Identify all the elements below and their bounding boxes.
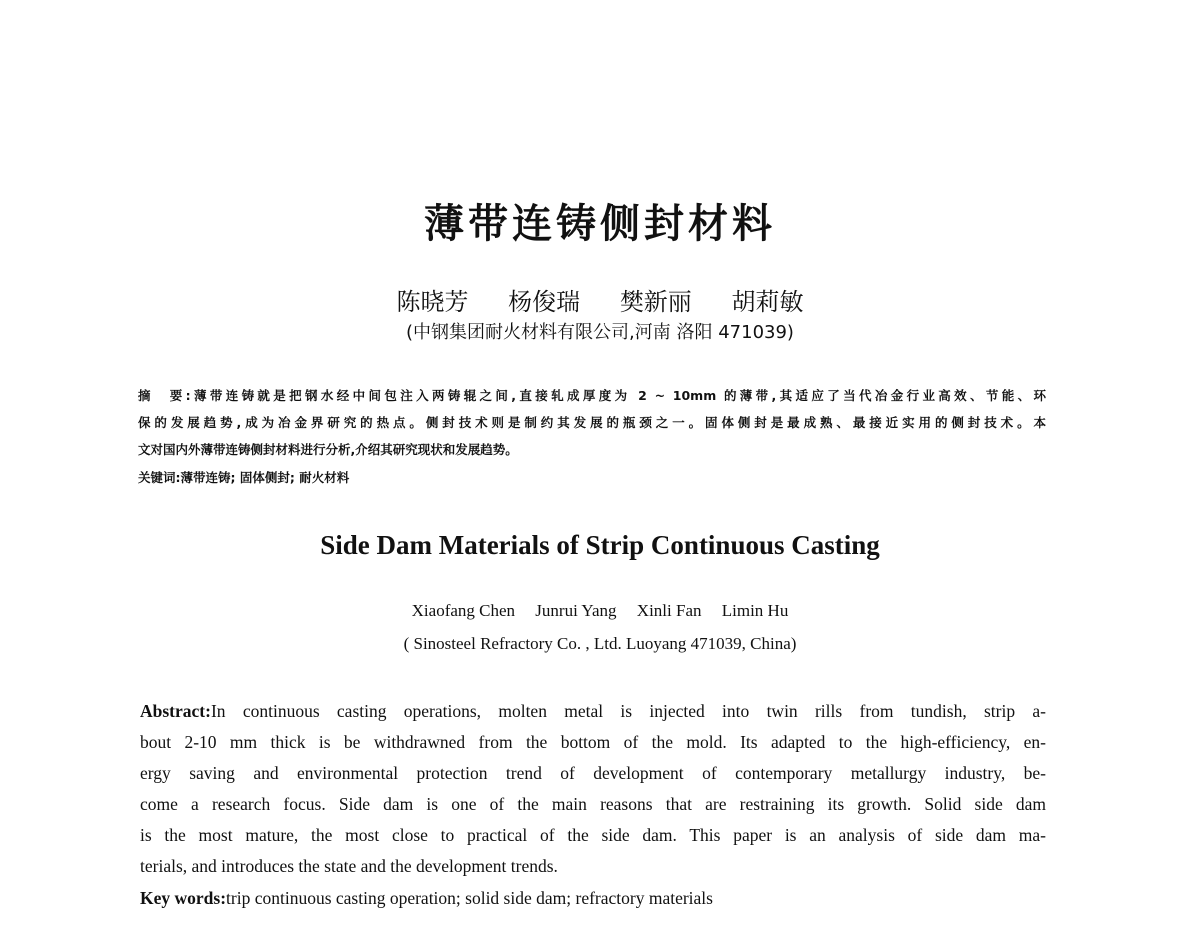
- chinese-keywords: 关键词:薄带连铸; 固体侧封; 耐火材料: [138, 470, 350, 485]
- author: Xinli Fan: [636, 601, 702, 620]
- chinese-keywords-label: 关键词:: [138, 470, 181, 485]
- english-abstract-label: Abstract:: [140, 701, 211, 721]
- author: 杨俊瑞: [508, 288, 581, 316]
- author: Limin Hu: [721, 601, 789, 620]
- chinese-title: 薄带连铸侧封材料: [424, 201, 776, 247]
- chinese-abstract-line: 文对国内外薄带连铸侧封材料进行分析,介绍其研究现状和发展趋势。: [138, 442, 518, 457]
- english-abstract-line: Abstract:In continuous casting operations, molten metal is injected into twin rills from tundish, strip a-: [140, 701, 1046, 721]
- english-abstract-line: come a research focus. Side dam is one of the main reasons that are restraining its growth. Solid side dam: [140, 794, 1046, 814]
- english-title: Side Dam Materials of Strip Continuous Casting: [320, 530, 880, 560]
- author: Xiaofang Chen: [411, 601, 516, 620]
- chinese-abstract-line: 保的发展趋势,成为冶金界研究的热点。侧封技术则是制约其发展的瓶颈之一。固体侧封是最成熟、最接近实用的侧封技术。本: [138, 415, 1046, 430]
- english-abstract-line: terials, and introduces the state and the development trends.: [140, 856, 558, 876]
- chinese-abstract-line: 摘 要:薄带连铸就是把钢水经中间包注入两铸辊之间,直接轧成厚度为 2 ~ 10mm 的薄带,其适应了当代冶金行业高效、节能、环: [138, 388, 1046, 403]
- english-abstract-line: bout 2-10 mm thick is be withdrawned from the bottom of the mold. Its adapted to the high-efficiency, en-: [140, 732, 1046, 752]
- english-authors: [0, 601, 1200, 621]
- author: Junrui Yang: [535, 601, 617, 620]
- author: 胡莉敏: [731, 288, 804, 316]
- author: 陈晓芳: [396, 288, 469, 316]
- english-keywords: Key words:trip continuous casting operation; solid side dam; refractory materials: [140, 888, 713, 908]
- author: 樊新丽: [619, 288, 692, 316]
- english-abstract-line: ergy saving and environmental protection trend of development of contemporary metallurgy industry, be-: [140, 763, 1046, 783]
- chinese-authors: [0, 282, 1200, 317]
- english-abstract-line: is the most mature, the most close to practical of the side dam. This paper is an analysis of side dam ma-: [140, 825, 1046, 845]
- chinese-abstract-label: 摘 要:: [138, 388, 191, 403]
- chinese-affiliation: (中钢集团耐火材料有限公司,河南 洛阳 471039): [406, 322, 794, 343]
- english-affiliation: ( Sinosteel Refractory Co. , Ltd. Luoyang 471039, China): [403, 634, 797, 653]
- english-keywords-label: Key words:: [140, 888, 227, 908]
